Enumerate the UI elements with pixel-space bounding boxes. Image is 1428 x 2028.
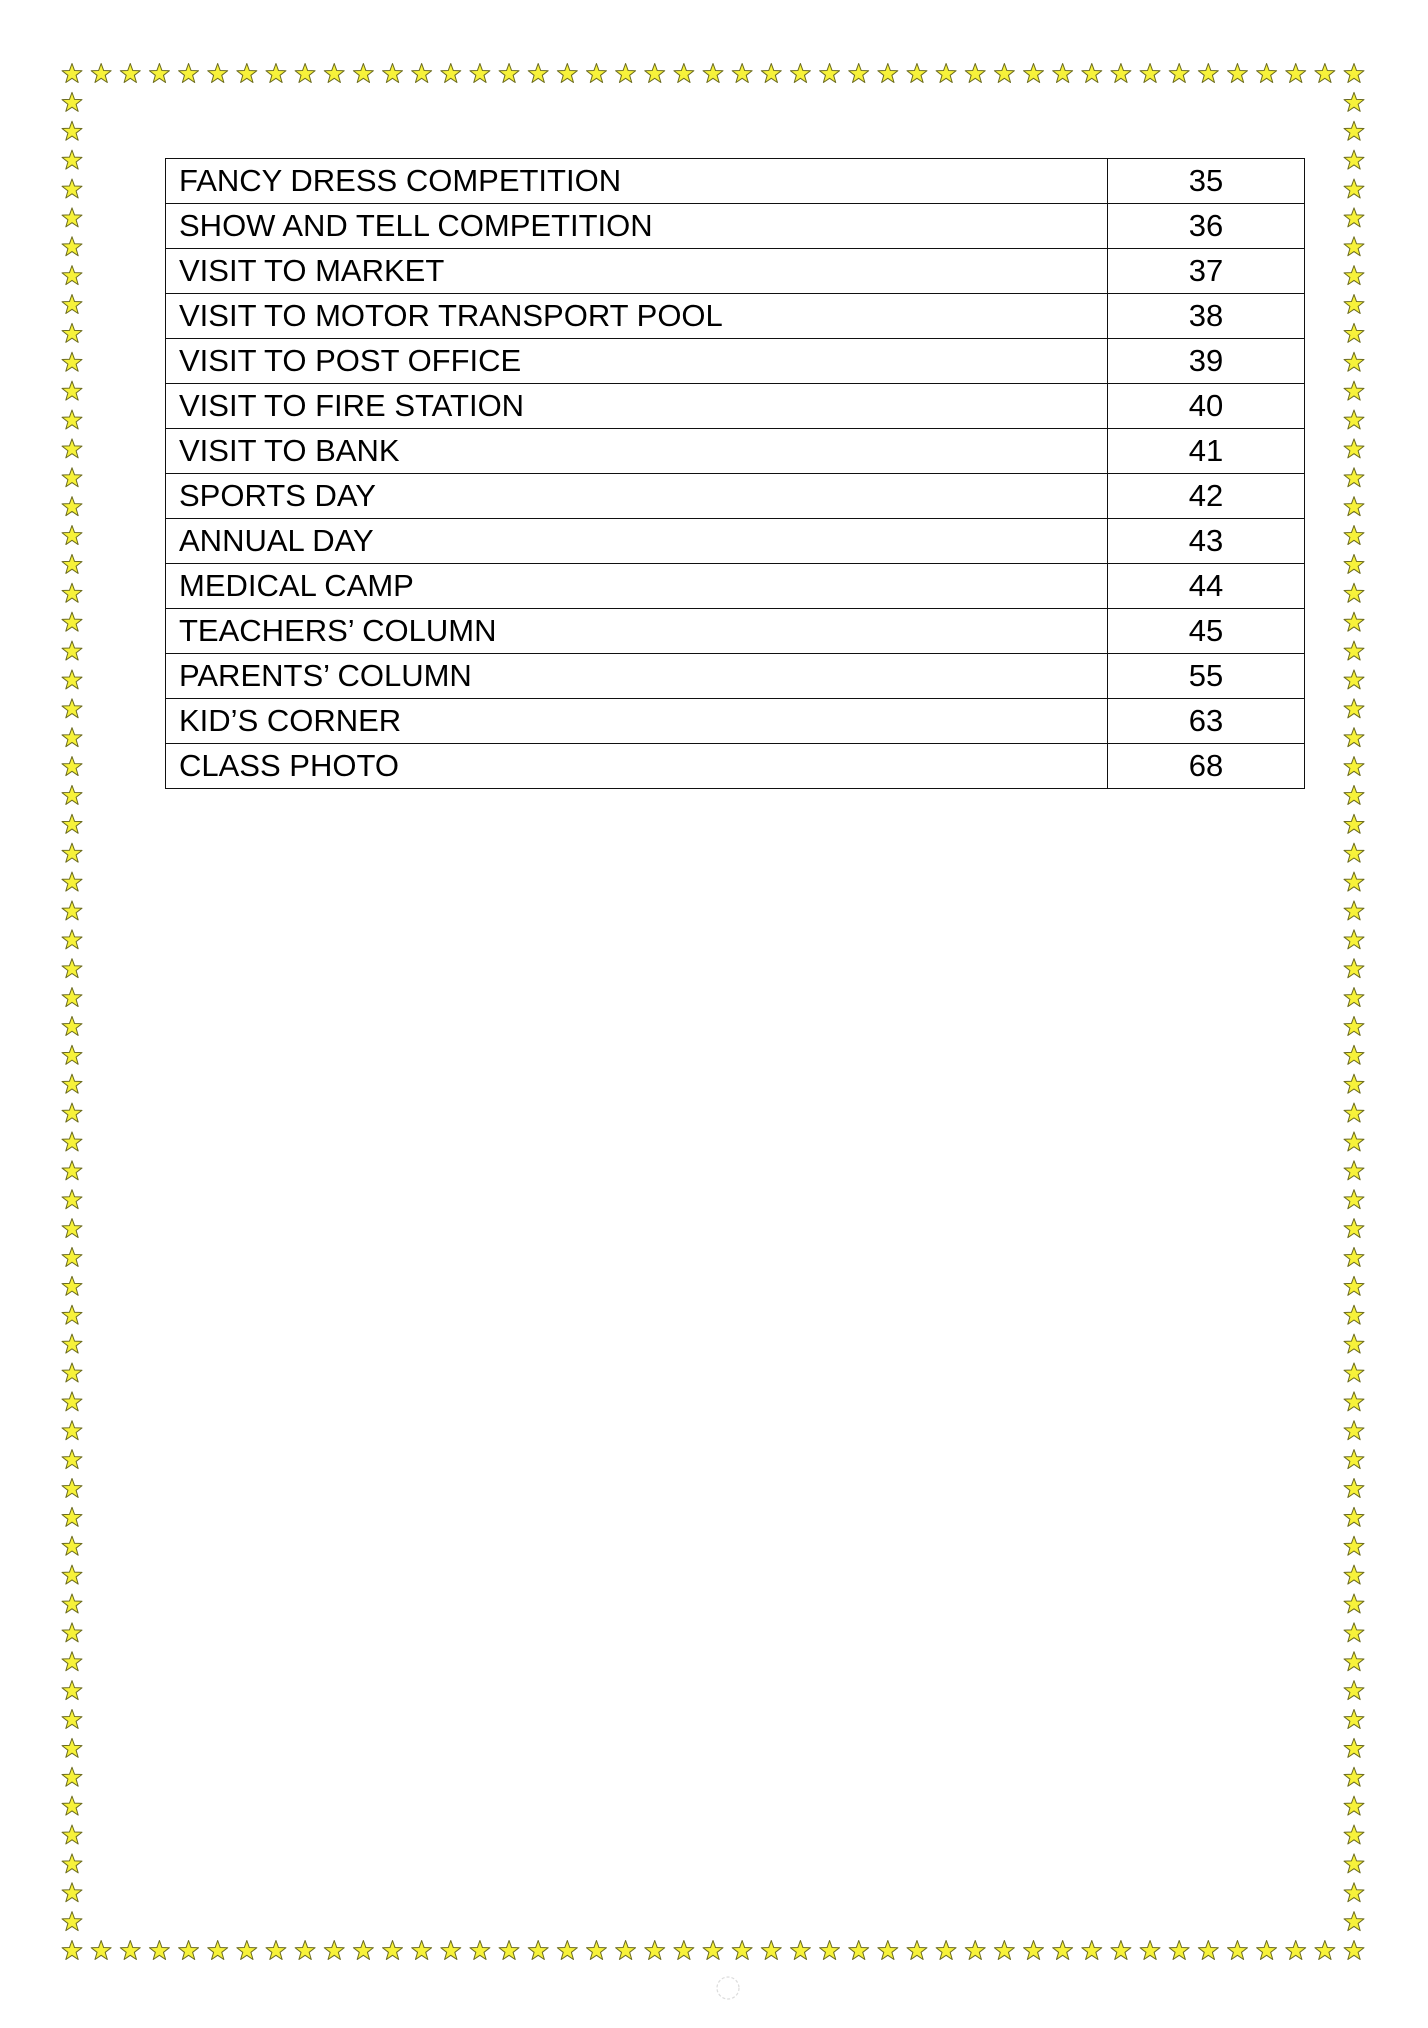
- star-icon: [1344, 150, 1364, 169]
- star-icon: [1344, 1681, 1364, 1700]
- table-row: [166, 294, 1305, 339]
- star-icon: [1344, 1738, 1364, 1757]
- star-icon: [62, 1045, 82, 1064]
- star-icon: [62, 1334, 82, 1353]
- star-icon: [62, 208, 82, 227]
- star-icon: [1344, 930, 1364, 949]
- toc-title: FANCY DRESS COMPETITION: [166, 159, 1108, 204]
- star-icon: [907, 1941, 927, 1960]
- star-icon: [1344, 295, 1364, 314]
- toc-page-number: 38: [1108, 294, 1305, 339]
- star-icon: [62, 497, 82, 516]
- star-icon: [62, 1016, 82, 1035]
- star-icon: [1053, 64, 1073, 83]
- star-icon: [62, 1392, 82, 1411]
- star-icon: [62, 468, 82, 487]
- star-icon: [1169, 1941, 1189, 1960]
- star-icon: [1344, 1305, 1364, 1324]
- star-icon: [62, 1767, 82, 1786]
- star-icon: [353, 1941, 373, 1960]
- table-row: [166, 204, 1305, 249]
- star-icon: [62, 1883, 82, 1902]
- star-icon: [62, 670, 82, 689]
- star-icon: [62, 901, 82, 920]
- star-icon: [1344, 1796, 1364, 1815]
- star-icon: [965, 64, 985, 83]
- table-row: [166, 474, 1305, 519]
- toc-page-number: 36: [1108, 204, 1305, 249]
- star-icon: [1344, 1594, 1364, 1613]
- star-icon: [295, 1941, 315, 1960]
- toc-page-number: 44: [1108, 564, 1305, 609]
- star-icon: [1257, 64, 1277, 83]
- star-icon: [1344, 121, 1364, 140]
- toc-page-number: 39: [1108, 339, 1305, 384]
- toc-page-number: 63: [1108, 699, 1305, 744]
- star-icon: [62, 612, 82, 631]
- star-icon: [62, 930, 82, 949]
- star-icon: [1344, 843, 1364, 862]
- toc-title: KID’S CORNER: [166, 699, 1108, 744]
- star-icon: [441, 1941, 461, 1960]
- star-icon: [1344, 179, 1364, 198]
- star-icon: [1344, 439, 1364, 458]
- star-icon: [62, 814, 82, 833]
- star-icon: [1315, 1941, 1335, 1960]
- toc-title: CLASS PHOTO: [166, 744, 1108, 789]
- star-icon: [62, 1912, 82, 1931]
- star-icon: [1082, 1941, 1102, 1960]
- star-icon: [353, 64, 373, 83]
- toc-page-number: 68: [1108, 744, 1305, 789]
- star-icon: [62, 1247, 82, 1266]
- star-icon: [62, 1536, 82, 1555]
- star-icon: [1082, 64, 1102, 83]
- toc-title: SHOW AND TELL COMPETITION: [166, 204, 1108, 249]
- star-icon: [324, 1941, 344, 1960]
- star-icon: [62, 1507, 82, 1526]
- star-icon: [1198, 64, 1218, 83]
- star-icon: [936, 64, 956, 83]
- star-icon: [91, 1941, 111, 1960]
- star-icon: [849, 64, 869, 83]
- star-icon: [994, 1941, 1014, 1960]
- toc-title: VISIT TO POST OFFICE: [166, 339, 1108, 384]
- star-icon: [586, 64, 606, 83]
- toc-page-number: 45: [1108, 609, 1305, 654]
- table-row: [166, 339, 1305, 384]
- toc-page-number: 43: [1108, 519, 1305, 564]
- star-icon: [62, 1623, 82, 1642]
- star-icon: [1024, 64, 1044, 83]
- star-icon: [645, 1941, 665, 1960]
- star-icon: [1344, 381, 1364, 400]
- star-icon: [62, 121, 82, 140]
- star-icon: [62, 179, 82, 198]
- toc-page-number: 37: [1108, 249, 1305, 294]
- star-icon: [62, 266, 82, 285]
- star-icon: [1344, 612, 1364, 631]
- star-icon: [936, 1941, 956, 1960]
- star-icon: [1111, 1941, 1131, 1960]
- table-row: [166, 654, 1305, 699]
- star-icon: [62, 988, 82, 1007]
- star-icon: [1344, 699, 1364, 718]
- star-icon: [62, 1276, 82, 1295]
- star-icon: [62, 1421, 82, 1440]
- page-number-circle-icon: [714, 1974, 742, 2002]
- star-icon: [62, 1161, 82, 1180]
- star-icon: [62, 1132, 82, 1151]
- star-icon: [1198, 1941, 1218, 1960]
- star-icon: [1344, 1219, 1364, 1238]
- star-icon: [790, 1941, 810, 1960]
- star-icon: [62, 1190, 82, 1209]
- table-row: [166, 249, 1305, 294]
- star-icon: [470, 1941, 490, 1960]
- star-icon: [1344, 410, 1364, 429]
- star-icon: [820, 1941, 840, 1960]
- star-icon: [1344, 1247, 1364, 1266]
- star-icon: [1344, 1334, 1364, 1353]
- star-icon: [1344, 554, 1364, 573]
- star-icon: [1344, 1883, 1364, 1902]
- star-icon: [1344, 1392, 1364, 1411]
- star-icon: [1344, 1709, 1364, 1728]
- star-icon: [62, 699, 82, 718]
- star-icon: [62, 1305, 82, 1324]
- star-icon: [62, 150, 82, 169]
- star-icon: [324, 64, 344, 83]
- star-icon: [120, 1941, 140, 1960]
- star-icon: [62, 92, 82, 111]
- star-icon: [1344, 1767, 1364, 1786]
- star-icon: [645, 64, 665, 83]
- star-icon: [62, 1565, 82, 1584]
- star-icon: [1344, 959, 1364, 978]
- star-icon: [62, 872, 82, 891]
- star-icon: [1169, 64, 1189, 83]
- star-icon: [237, 1941, 257, 1960]
- star-icon: [149, 64, 169, 83]
- star-icon: [62, 1738, 82, 1757]
- star-icon: [1227, 64, 1247, 83]
- star-icon: [1257, 1941, 1277, 1960]
- star-icon: [1344, 1363, 1364, 1382]
- star-icon: [266, 64, 286, 83]
- star-icon: [237, 64, 257, 83]
- star-icon: [499, 64, 519, 83]
- star-icon: [62, 410, 82, 429]
- star-icon: [1344, 208, 1364, 227]
- star-icon: [62, 64, 82, 83]
- star-icon: [208, 1941, 228, 1960]
- star-icon: [91, 64, 111, 83]
- star-icon: [62, 785, 82, 804]
- star-icon: [62, 526, 82, 545]
- star-icon: [761, 64, 781, 83]
- table-row: [166, 519, 1305, 564]
- star-icon: [586, 1941, 606, 1960]
- star-icon: [557, 1941, 577, 1960]
- star-icon: [62, 1478, 82, 1497]
- star-icon: [62, 1363, 82, 1382]
- star-icon: [62, 352, 82, 371]
- star-icon: [62, 959, 82, 978]
- star-icon: [1286, 1941, 1306, 1960]
- star-icon: [1344, 641, 1364, 660]
- star-icon: [1344, 1825, 1364, 1844]
- star-icon: [1344, 1565, 1364, 1584]
- star-icon: [383, 1941, 403, 1960]
- star-icon: [1344, 1507, 1364, 1526]
- star-icon: [62, 1825, 82, 1844]
- star-icon: [1344, 1623, 1364, 1642]
- star-icon: [1344, 526, 1364, 545]
- star-icon: [761, 1941, 781, 1960]
- table-row: [166, 699, 1305, 744]
- star-icon: [1344, 323, 1364, 342]
- star-icon: [1344, 872, 1364, 891]
- star-icon: [1111, 64, 1131, 83]
- toc-title: VISIT TO MARKET: [166, 249, 1108, 294]
- star-icon: [62, 1854, 82, 1873]
- star-icon: [62, 295, 82, 314]
- star-icon: [1053, 1941, 1073, 1960]
- star-icon: [1024, 1941, 1044, 1960]
- toc-page-number: 55: [1108, 654, 1305, 699]
- star-icon: [412, 1941, 432, 1960]
- toc-title: VISIT TO MOTOR TRANSPORT POOL: [166, 294, 1108, 339]
- star-icon: [1140, 1941, 1160, 1960]
- toc-title: VISIT TO BANK: [166, 429, 1108, 474]
- star-icon: [1344, 785, 1364, 804]
- star-icon: [295, 64, 315, 83]
- toc-title: SPORTS DAY: [166, 474, 1108, 519]
- toc-title: TEACHERS’ COLUMN: [166, 609, 1108, 654]
- star-icon: [62, 439, 82, 458]
- star-icon: [1344, 1854, 1364, 1873]
- star-icon: [1344, 1190, 1364, 1209]
- star-icon: [62, 1219, 82, 1238]
- table-row: [166, 564, 1305, 609]
- star-icon: [1344, 988, 1364, 1007]
- star-icon: [790, 64, 810, 83]
- star-icon: [616, 64, 636, 83]
- star-icon: [1344, 814, 1364, 833]
- star-icon: [179, 64, 199, 83]
- star-icon: [820, 64, 840, 83]
- star-icon: [703, 1941, 723, 1960]
- star-icon: [1344, 64, 1364, 83]
- star-icon: [62, 1594, 82, 1613]
- star-icon: [62, 1652, 82, 1671]
- toc-page-number: 42: [1108, 474, 1305, 519]
- star-icon: [1344, 1450, 1364, 1469]
- star-icon: [62, 1074, 82, 1093]
- star-icon: [1344, 92, 1364, 111]
- star-icon: [441, 64, 461, 83]
- star-icon: [383, 64, 403, 83]
- star-icon: [62, 237, 82, 256]
- star-icon: [1344, 468, 1364, 487]
- star-icon: [528, 64, 548, 83]
- star-icon: [965, 1941, 985, 1960]
- star-icon: [732, 64, 752, 83]
- star-icon: [1344, 1045, 1364, 1064]
- star-icon: [62, 323, 82, 342]
- star-icon: [1344, 1161, 1364, 1180]
- toc-title: ANNUAL DAY: [166, 519, 1108, 564]
- star-icon: [1344, 1941, 1364, 1960]
- toc-page-number: 40: [1108, 384, 1305, 429]
- star-icon: [62, 1709, 82, 1728]
- table-row: [166, 609, 1305, 654]
- star-icon: [1344, 266, 1364, 285]
- star-icon: [62, 1103, 82, 1122]
- star-icon: [62, 1796, 82, 1815]
- star-icon: [1344, 757, 1364, 776]
- star-icon: [1344, 237, 1364, 256]
- toc-title: PARENTS’ COLUMN: [166, 654, 1108, 699]
- star-icon: [62, 1941, 82, 1960]
- star-icon: [470, 64, 490, 83]
- star-icon: [1344, 1536, 1364, 1555]
- star-icon: [616, 1941, 636, 1960]
- star-icon: [1344, 728, 1364, 747]
- star-icon: [1286, 64, 1306, 83]
- star-icon: [1344, 901, 1364, 920]
- toc-page-number: 41: [1108, 429, 1305, 474]
- star-icon: [62, 757, 82, 776]
- toc-title: MEDICAL CAMP: [166, 564, 1108, 609]
- star-icon: [1344, 352, 1364, 371]
- star-icon: [120, 64, 140, 83]
- star-icon: [1344, 583, 1364, 602]
- star-icon: [732, 1941, 752, 1960]
- star-icon: [1344, 1103, 1364, 1122]
- star-icon: [1344, 497, 1364, 516]
- star-icon: [208, 64, 228, 83]
- star-icon: [1344, 1421, 1364, 1440]
- star-icon: [1344, 1132, 1364, 1151]
- table-row: [166, 744, 1305, 789]
- star-icon: [1344, 1074, 1364, 1093]
- star-icon: [1315, 64, 1335, 83]
- star-icon: [1344, 1016, 1364, 1035]
- star-icon: [62, 843, 82, 862]
- star-icon: [1344, 1912, 1364, 1931]
- table-row: [166, 429, 1305, 474]
- star-icon: [1227, 1941, 1247, 1960]
- star-icon: [62, 554, 82, 573]
- star-icon: [179, 1941, 199, 1960]
- star-icon: [907, 64, 927, 83]
- star-icon: [62, 1681, 82, 1700]
- star-icon: [703, 64, 723, 83]
- table-row: [166, 384, 1305, 429]
- star-icon: [674, 1941, 694, 1960]
- star-icon: [1344, 1276, 1364, 1295]
- star-icon: [62, 728, 82, 747]
- star-icon: [149, 1941, 169, 1960]
- star-icon: [62, 641, 82, 660]
- star-icon: [878, 1941, 898, 1960]
- star-icon: [994, 64, 1014, 83]
- star-icon: [674, 64, 694, 83]
- star-icon: [266, 1941, 286, 1960]
- star-icon: [412, 64, 432, 83]
- star-icon: [557, 64, 577, 83]
- toc-page-number: 35: [1108, 159, 1305, 204]
- star-icon: [1344, 670, 1364, 689]
- table-of-contents: [165, 158, 1305, 789]
- table-row: [166, 159, 1305, 204]
- star-icon: [62, 583, 82, 602]
- star-icon: [528, 1941, 548, 1960]
- star-icon: [1344, 1652, 1364, 1671]
- star-icon: [62, 381, 82, 400]
- star-icon: [499, 1941, 519, 1960]
- star-icon: [1140, 64, 1160, 83]
- star-icon: [62, 1450, 82, 1469]
- star-icon: [878, 64, 898, 83]
- star-icon: [1344, 1478, 1364, 1497]
- toc-title: VISIT TO FIRE STATION: [166, 384, 1108, 429]
- star-icon: [849, 1941, 869, 1960]
